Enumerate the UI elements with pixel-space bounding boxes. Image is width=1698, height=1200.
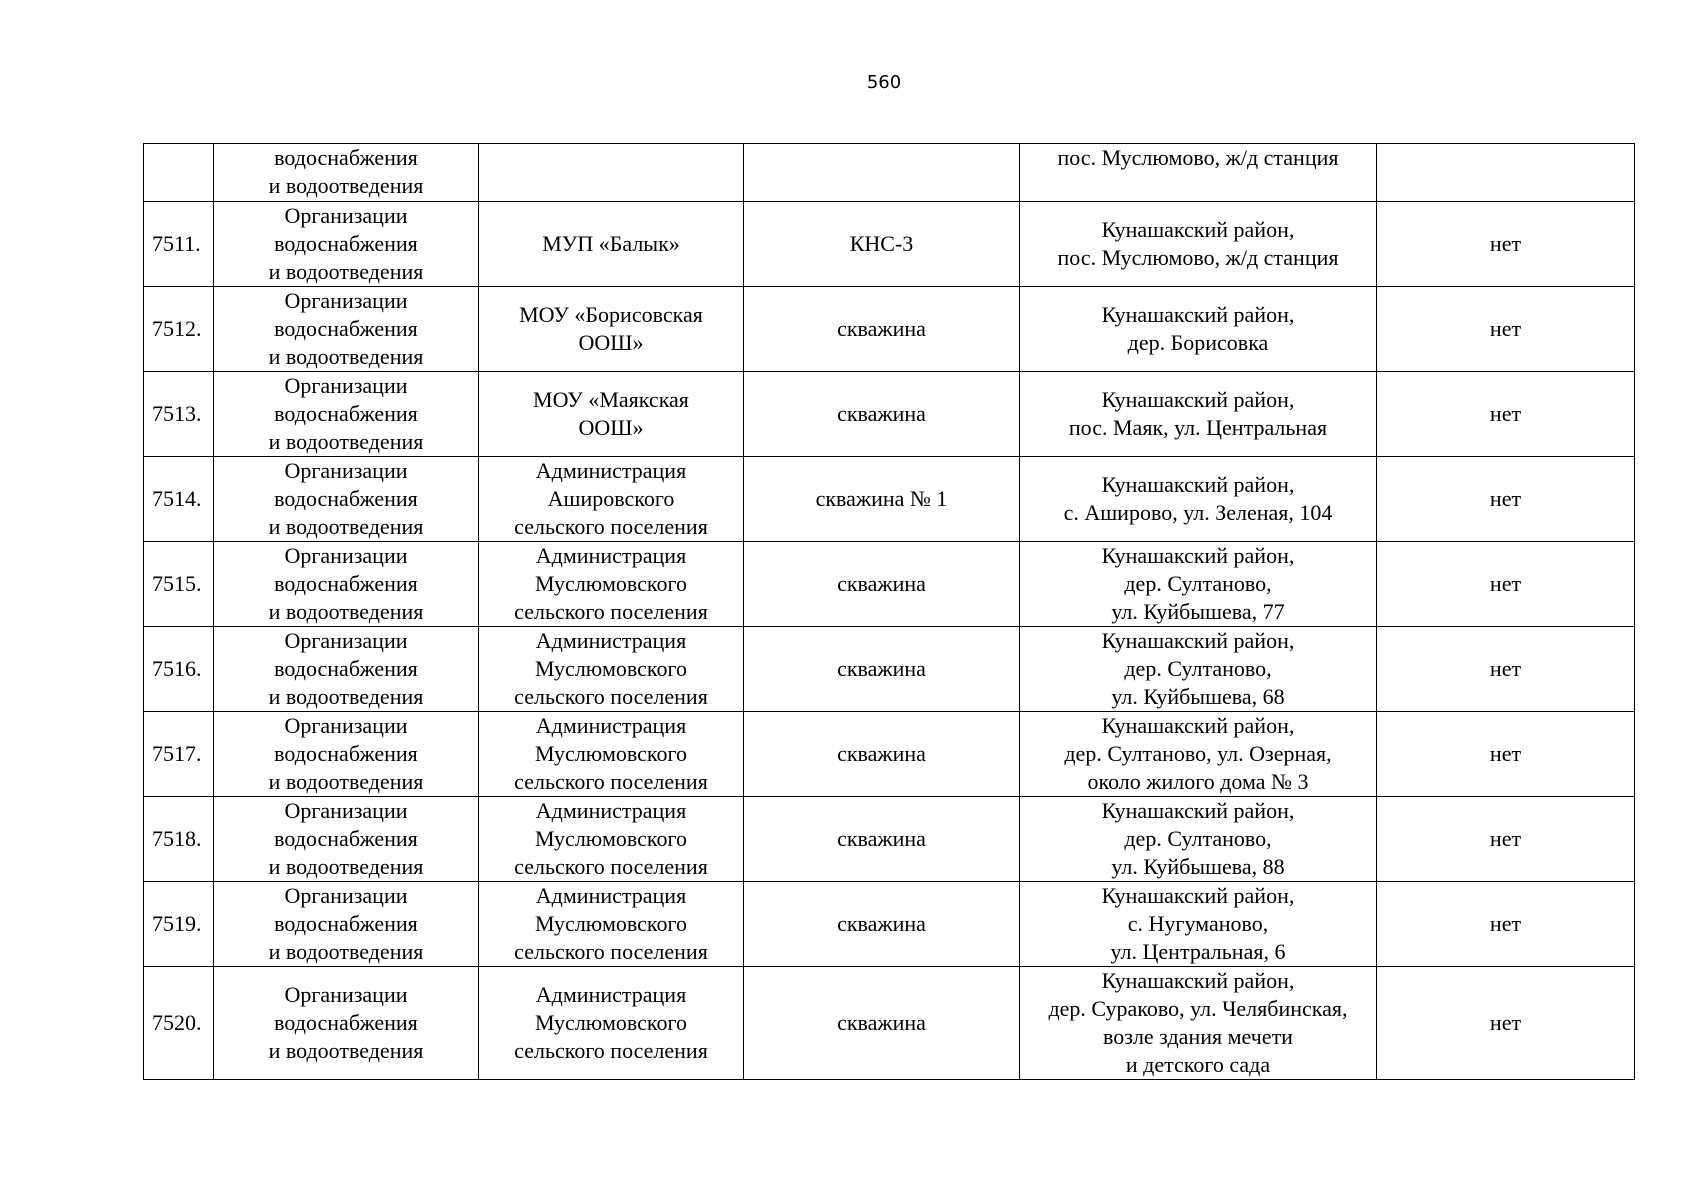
cell-number: 7516. (144, 627, 214, 712)
cell-organization: Администрация Ашировского сельского поселения (479, 457, 744, 542)
cell-address: Кунашакский район, дер. Султаново, ул. Куйбышева, 77 (1020, 542, 1377, 627)
cell-flag: нет (1377, 542, 1635, 627)
table-row (144, 372, 1635, 457)
cell-number: 7514. (144, 457, 214, 542)
cell-object: скважина (744, 627, 1020, 712)
cell-object: скважина (744, 797, 1020, 882)
cell-address: Кунашакский район, дер. Сураково, ул. Челябинская, возле здания мечети и детского сада (1020, 967, 1377, 1080)
cell-address: Кунашакский район, дер. Султаново, ул. Куйбышева, 68 (1020, 627, 1377, 712)
cell-address: Кунашакский район, с. Нугуманово, ул. Центральная, 6 (1020, 882, 1377, 967)
table-row (144, 457, 1635, 542)
cell-flag: нет (1377, 202, 1635, 287)
cell-address: Кунашакский район, дер. Султаново, ул. Куйбышева, 88 (1020, 797, 1377, 882)
cell-address: пос. Муслюмово, ж/д станция (1020, 144, 1377, 202)
cell-category: Организации водоснабжения и водоотведения (214, 542, 479, 627)
registry-table-body (144, 144, 1635, 1080)
cell-category: Организации водоснабжения и водоотведения (214, 202, 479, 287)
cell-number: 7520. (144, 967, 214, 1080)
cell-category: Организации водоснабжения и водоотведения (214, 712, 479, 797)
cell-flag: нет (1377, 712, 1635, 797)
cell-object: скважина № 1 (744, 457, 1020, 542)
cell-address: Кунашакский район, дер. Султаново, ул. Озерная, около жилого дома № 3 (1020, 712, 1377, 797)
cell-flag: нет (1377, 627, 1635, 712)
cell-flag: нет (1377, 287, 1635, 372)
cell-flag: нет (1377, 797, 1635, 882)
cell-object: скважина (744, 882, 1020, 967)
cell-address: Кунашакский район, с. Аширово, ул. Зеленая, 104 (1020, 457, 1377, 542)
cell-number: 7511. (144, 202, 214, 287)
table-row (144, 202, 1635, 287)
cell-flag: нет (1377, 882, 1635, 967)
cell-organization: Администрация Муслюмовского сельского поселения (479, 542, 744, 627)
cell-address: Кунашакский район, дер. Борисовка (1020, 287, 1377, 372)
cell-organization (479, 144, 744, 202)
cell-number (144, 144, 214, 202)
cell-organization: Администрация Муслюмовского сельского поселения (479, 797, 744, 882)
cell-organization: Администрация Муслюмовского сельского поселения (479, 712, 744, 797)
cell-number: 7512. (144, 287, 214, 372)
cell-flag: нет (1377, 457, 1635, 542)
cell-category: Организации водоснабжения и водоотведения (214, 372, 479, 457)
cell-category: Организации водоснабжения и водоотведения (214, 967, 479, 1080)
cell-number: 7518. (144, 797, 214, 882)
cell-flag: нет (1377, 372, 1635, 457)
cell-category: Организации водоснабжения и водоотведения (214, 287, 479, 372)
registry-table (143, 143, 1635, 1080)
cell-number: 7517. (144, 712, 214, 797)
table-row (144, 882, 1635, 967)
table-row (144, 627, 1635, 712)
cell-category: Организации водоснабжения и водоотведения (214, 797, 479, 882)
table-row (144, 144, 1635, 202)
cell-object: КНС-3 (744, 202, 1020, 287)
cell-organization: Администрация Муслюмовского сельского поселения (479, 627, 744, 712)
cell-object: скважина (744, 372, 1020, 457)
table-row (144, 542, 1635, 627)
cell-address: Кунашакский район, пос. Маяк, ул. Центральная (1020, 372, 1377, 457)
cell-number: 7513. (144, 372, 214, 457)
cell-flag: нет (1377, 967, 1635, 1080)
cell-organization: Администрация Муслюмовского сельского поселения (479, 967, 744, 1080)
cell-organization: МУП «Балык» (479, 202, 744, 287)
cell-object: скважина (744, 712, 1020, 797)
table-row (144, 287, 1635, 372)
cell-organization: Администрация Муслюмовского сельского поселения (479, 882, 744, 967)
cell-category: Организации водоснабжения и водоотведения (214, 457, 479, 542)
cell-object: скважина (744, 542, 1020, 627)
table-row (144, 967, 1635, 1080)
cell-flag (1377, 144, 1635, 202)
cell-number: 7519. (144, 882, 214, 967)
cell-category: Организации водоснабжения и водоотведения (214, 882, 479, 967)
table-row (144, 797, 1635, 882)
table-row (144, 712, 1635, 797)
cell-organization: МОУ «Борисовская ООШ» (479, 287, 744, 372)
cell-address: Кунашакский район, пос. Муслюмово, ж/д станция (1020, 202, 1377, 287)
cell-object (744, 144, 1020, 202)
cell-object: скважина (744, 967, 1020, 1080)
cell-category: Организации водоснабжения и водоотведения (214, 627, 479, 712)
cell-number: 7515. (144, 542, 214, 627)
cell-object: скважина (744, 287, 1020, 372)
cell-category: водоснабжения и водоотведения (214, 144, 479, 202)
page-number: 560 (866, 72, 902, 93)
cell-organization: МОУ «Маякская ООШ» (479, 372, 744, 457)
